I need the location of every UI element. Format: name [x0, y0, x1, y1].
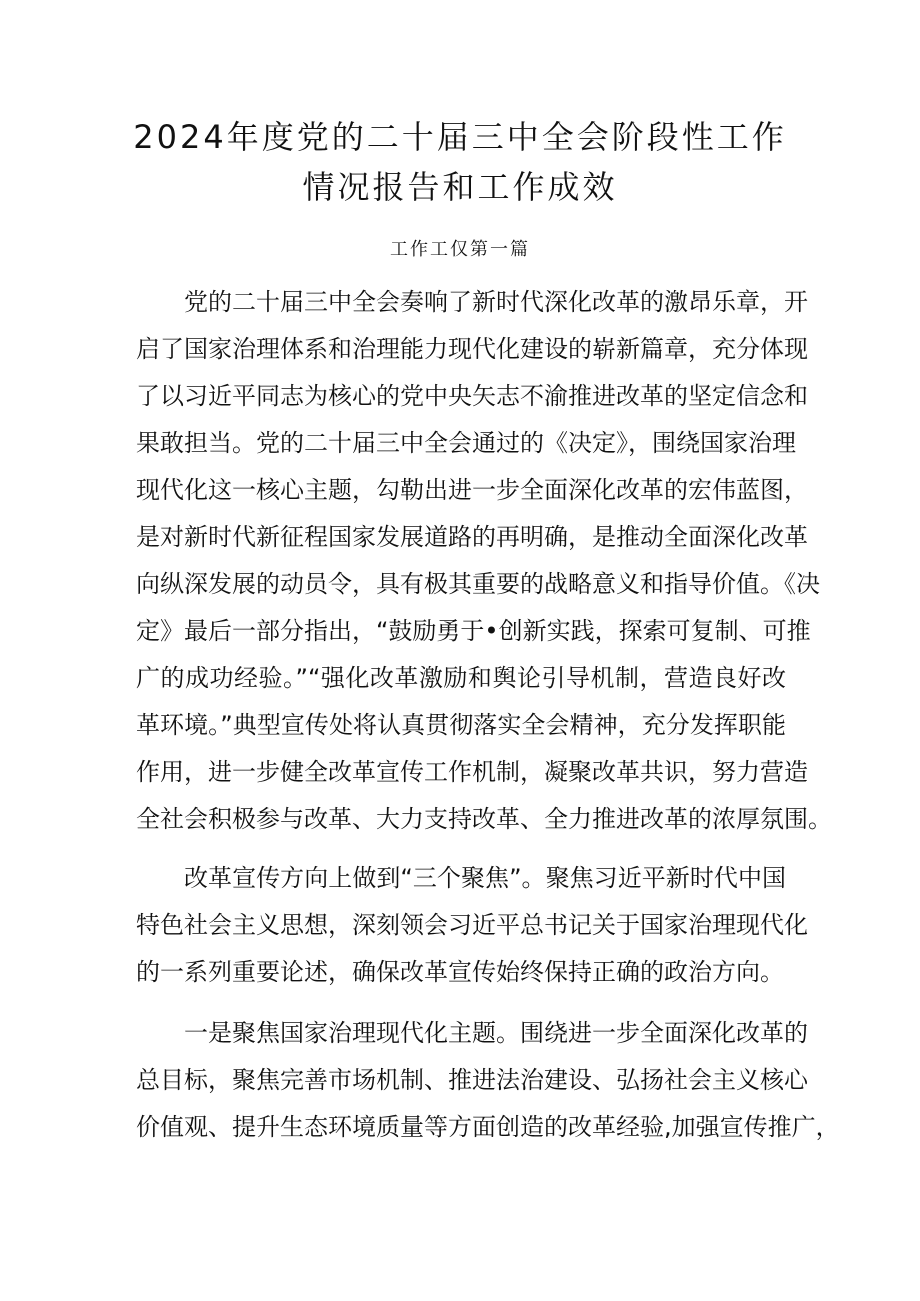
paragraph-1-line: 作用，进一步健全改革宣传工作机制，凝聚改革共识，努力营造: [136, 758, 808, 786]
paragraph-3-line: 总目标，聚焦完善市场机制、推进法治建设、弘扬社会主义核心: [136, 1066, 808, 1094]
paragraph-1-line: 党的二十届三中全会奏响了新时代深化改革的激昂乐章，开: [184, 288, 808, 316]
paragraph-3-line: 一是聚焦国家治理现代化主题。围绕进一步全面深化改革的: [184, 1019, 808, 1047]
document-title-line-1: 2024年度党的二十届三中全会阶段性工作: [133, 118, 787, 156]
paragraph-1-line: 启了国家治理体系和治理能力现代化建设的崭新篇章，充分体现: [136, 335, 808, 363]
paragraph-1-line: 全社会积极参与改革、大力支持改革、全力推进改革的浓厚氛围。: [136, 805, 832, 833]
paragraph-1-line: 革环境。”典型宣传处将认真贯彻落实全会精神，充分发挥职能: [136, 711, 786, 739]
paragraph-1-line: 果敢担当。党的二十届三中全会通过的《决定》，围绕国家治理: [136, 429, 796, 457]
paragraph-1-line: 了以习近平同志为核心的党中央矢志不渝推进改革的坚定信念和: [136, 382, 808, 410]
paragraph-1-line: 是对新时代新征程国家发展道路的再明确，是推动全面深化改革: [136, 523, 808, 551]
document-subtitle: 工作工仅第一篇: [390, 239, 530, 260]
paragraph-2-line: 特色社会主义思想，深刻领会习近平总书记关于国家治理现代化: [136, 911, 808, 939]
paragraph-1-line: 定》最后一部分指出，“鼓励勇于•创新实践，探索可复制、可推: [136, 617, 811, 645]
paragraph-2-line: 改革宣传方向上做到“三个聚焦”。聚焦习近平新时代中国: [184, 864, 786, 892]
paragraph-1-line: 向纵深发展的动员令，具有极其重要的战略意义和指导价值。《决: [136, 570, 820, 598]
paragraph-1-line: 现代化这一核心主题，勾勒出进一步全面深化改革的宏伟蓝图，: [136, 476, 808, 504]
paragraph-2-line: 的一系列重要论述，确保改革宣传始终保持正确的政治方向。: [136, 958, 784, 986]
paragraph-1-line: 广的成功经验。”“强化改革激励和舆论引导机制，营造良好改: [136, 664, 786, 692]
document-title-line-2: 情况报告和工作成效: [302, 168, 618, 206]
paragraph-3-line: 价值观、提升生态环境质量等方面创造的改革经验,加强宣传推广，: [136, 1113, 840, 1141]
